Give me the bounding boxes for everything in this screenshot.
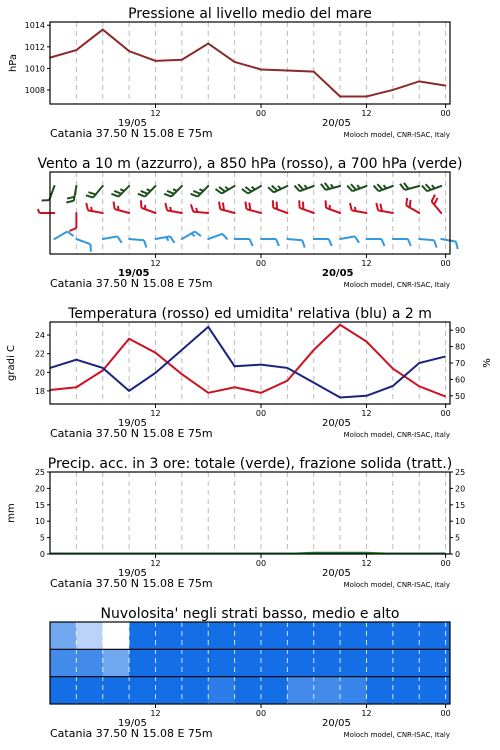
- wind-wind-barb: [190, 204, 210, 214]
- wind-barb-flag: [120, 188, 124, 192]
- clouds-cell: [393, 649, 420, 677]
- wind-barb-shaft: [406, 206, 419, 214]
- pressure-data-point: [260, 69, 262, 71]
- wind-barb-flag: [190, 204, 194, 211]
- clouds-cell: [208, 649, 235, 677]
- clouds-cell: [76, 649, 103, 677]
- clouds-cell: [76, 677, 103, 705]
- wind-barb-shaft: [441, 239, 456, 242]
- wind-wind-barb: [375, 203, 395, 214]
- wind-barb-flag: [329, 239, 332, 246]
- temperature-y-tick-label: 18: [34, 386, 45, 396]
- clouds-cell: [261, 677, 288, 705]
- pressure-credit-label: Moloch model, CNR-ISAC, Italy: [343, 131, 450, 139]
- pressure-data-point: [155, 60, 157, 62]
- clouds-cell: [155, 622, 182, 650]
- precip-title: Precip. acc. in 3 ore: totale (verde), frazione solida (tratt.): [47, 456, 453, 472]
- clouds-title: Nuvolosita' negli strati basso, medio e alto: [100, 606, 400, 622]
- wind-wind-barb: [181, 229, 201, 245]
- wind-barb-shaft: [115, 209, 129, 213]
- wind-barb-shaft: [287, 239, 302, 240]
- precip-y-right-tick-label: 0: [455, 550, 461, 559]
- wind-barb-flag: [195, 230, 201, 238]
- pressure-data-point: [287, 70, 289, 72]
- precip-frame: [50, 472, 450, 554]
- wind-wind-barb: [418, 238, 438, 248]
- pressure-date-label: 20/05: [322, 118, 351, 129]
- precip-y-tick-label: 25: [34, 468, 45, 477]
- wind-wind-barb: [111, 180, 130, 199]
- precip-x-tick-label: 12: [150, 559, 161, 568]
- clouds-cell: [287, 677, 314, 705]
- wind-barb-shaft: [419, 239, 434, 240]
- temperature-x-tick-label: 00: [440, 409, 451, 418]
- wind-wind-barb: [128, 238, 148, 248]
- wind-barb-flag: [139, 200, 144, 208]
- temperature-y-right-tick-label: 90: [455, 326, 466, 336]
- temperature-x-tick-label: 12: [150, 409, 161, 418]
- wind-x-tick-label: 00: [440, 259, 451, 268]
- wind-wind-barb: [86, 181, 104, 201]
- wind-barb-flag: [381, 239, 384, 246]
- wind-barb-flag: [375, 203, 379, 210]
- clouds-cell: [287, 649, 314, 677]
- clouds-cell: [419, 622, 446, 650]
- wind-wind-barb: [138, 180, 157, 199]
- wind-wind-barb: [429, 195, 447, 215]
- wind-wind-barb: [392, 238, 411, 246]
- pressure-x-tick-label: 12: [361, 109, 372, 118]
- precip-y-axis-label: mm: [6, 503, 17, 523]
- pressure-data-point: [234, 61, 236, 63]
- temperature-x-tick-label: 00: [255, 409, 267, 418]
- wind-barb-shaft: [74, 186, 77, 201]
- clouds-cell: [208, 677, 235, 705]
- wind-wind-barb: [439, 238, 459, 249]
- wind-wind-barb: [313, 238, 332, 246]
- wind-barb-dot: [260, 238, 262, 240]
- clouds-cell: [340, 677, 367, 705]
- wind-wind-barb: [286, 238, 306, 248]
- clouds-cell: [155, 677, 182, 705]
- wind-barb-shaft: [208, 234, 222, 239]
- clouds-cell: [393, 677, 420, 705]
- precip-y-right-tick-label: 10: [455, 517, 466, 527]
- temperature-y-right-tick-label: 80: [455, 342, 466, 352]
- wind-wind-barb: [216, 179, 236, 195]
- wind-wind-barb: [234, 238, 253, 246]
- wind-credit-label: Moloch model, CNR-ISAC, Italy: [343, 281, 450, 289]
- clouds-cell: [340, 649, 367, 677]
- wind-wind-barb: [154, 235, 174, 246]
- precip-y-tick-label: 15: [34, 500, 45, 510]
- clouds-cell: [50, 649, 77, 677]
- wind-location-label: Catania 37.50 N 15.08 E 75m: [50, 277, 213, 290]
- wind-wind-barb: [164, 180, 183, 199]
- precip-y-tick-label: 10: [34, 517, 45, 527]
- wind-barb-shaft: [88, 210, 103, 213]
- wind-wind-barb: [38, 209, 56, 214]
- wind-barb-shaft: [340, 236, 355, 239]
- clouds-x-tick-label: 12: [150, 709, 161, 718]
- temperature-y-right-tick-label: 50: [455, 391, 466, 401]
- temperature-y-tick-label: 22: [34, 349, 45, 359]
- clouds-cell: [419, 649, 446, 677]
- clouds-cell: [235, 622, 262, 650]
- wind-x-tick-label: 12: [361, 259, 372, 268]
- wind-barb-flag: [297, 200, 302, 208]
- precip-location-label: Catania 37.50 N 15.08 E 75m: [50, 577, 213, 590]
- precip-date-label: 20/05: [322, 568, 351, 579]
- clouds-cell: [76, 622, 103, 650]
- clouds-cell: [235, 649, 262, 677]
- wind-barb-flag: [144, 205, 147, 209]
- wind-barb-shaft: [378, 210, 393, 213]
- precip-x-tick-label: 12: [361, 559, 372, 568]
- wind-barb-dot: [75, 212, 77, 214]
- pressure-data-point: [418, 81, 420, 83]
- wind-barb-flag: [143, 240, 147, 247]
- precip-x-tick-label: 00: [440, 559, 451, 568]
- wind-barb-flag: [173, 188, 177, 192]
- precip-y-right-tick-label: 15: [455, 500, 466, 510]
- clouds-cell: [182, 677, 209, 705]
- wind-wind-barb: [260, 238, 279, 246]
- clouds-cell: [419, 677, 446, 705]
- clouds-cell: [366, 649, 393, 677]
- temperature-credit-label: Moloch model, CNR-ISAC, Italy: [343, 431, 450, 439]
- wind-barb-flag: [455, 242, 459, 249]
- clouds-credit-label: Moloch model, CNR-ISAC, Italy: [343, 731, 450, 739]
- wind-wind-barb: [374, 179, 395, 193]
- wind-wind-barb: [69, 212, 77, 231]
- clouds-x-tick-label: 12: [361, 709, 372, 718]
- precip-y-right-tick-label: 25: [455, 468, 466, 477]
- clouds-cell: [50, 677, 77, 705]
- pressure-data-point: [392, 89, 394, 91]
- wind-barb-flag: [270, 200, 275, 208]
- wind-barb-flag: [199, 188, 203, 192]
- precip-y-right-tick-label: 5: [455, 533, 461, 543]
- clouds-cell: [314, 677, 341, 705]
- temperature-date-label: 19/05: [118, 418, 147, 429]
- clouds-cell: [314, 649, 341, 677]
- clouds-x-tick-label: 00: [255, 709, 267, 718]
- wind-wind-barb: [191, 180, 210, 199]
- clouds-cell: [287, 622, 314, 650]
- wind-barb-shaft: [167, 210, 182, 213]
- pressure-data-point: [102, 29, 104, 31]
- wind-wind-barb: [403, 198, 423, 214]
- wind-barb-flag: [217, 202, 222, 210]
- wind-barb-shaft: [220, 209, 234, 213]
- wind-barb-flag: [164, 203, 168, 210]
- wind-barb-flag: [276, 239, 279, 246]
- clouds-cell: [103, 622, 130, 650]
- clouds-cell: [261, 649, 288, 677]
- wind-barb-shaft: [432, 202, 442, 213]
- pressure-y-tick-label: 1008: [24, 85, 45, 95]
- temperature-y-tick-label: 24: [34, 331, 45, 341]
- clouds-cell: [129, 649, 156, 677]
- wind-barb-flag: [408, 239, 411, 246]
- wind-wind-barb: [164, 203, 184, 214]
- wind-wind-barb: [321, 179, 341, 192]
- pressure-y-tick-label: 1014: [24, 21, 45, 31]
- clouds-cell: [366, 622, 393, 650]
- precip-x-tick-label: 00: [255, 559, 267, 568]
- precip-y-tick-label: 20: [34, 484, 45, 494]
- wind-barb-shaft: [129, 239, 144, 240]
- clouds-cell: [103, 677, 130, 705]
- wind-wind-barb: [365, 238, 384, 246]
- wind-barb-flag: [328, 205, 331, 209]
- wind-barb-dot: [53, 212, 55, 214]
- precip-y-tick-label: 5: [39, 533, 45, 543]
- pressure-series-line: [50, 30, 446, 97]
- wind-wind-barb: [66, 184, 77, 204]
- wind-x-tick-label: 12: [150, 259, 161, 268]
- pressure-title: Pressione al livello medio del mare: [128, 6, 372, 22]
- wind-barb-dot: [365, 238, 367, 240]
- wind-barb-flag: [404, 198, 410, 206]
- wind-barb-shaft: [300, 208, 314, 213]
- pressure-data-point: [207, 43, 209, 45]
- wind-barb-shaft: [103, 236, 118, 239]
- wind-barb-flag: [323, 200, 328, 208]
- wind-wind-barb: [422, 179, 443, 193]
- clouds-cell: [103, 649, 130, 677]
- pressure-y-tick-label: 1010: [24, 64, 45, 74]
- clouds-cell: [314, 622, 341, 650]
- precip-y-tick-label: 0: [39, 550, 45, 559]
- temperature-series-line: [50, 325, 446, 397]
- wind-wind-barb: [85, 203, 105, 214]
- pressure-x-tick-label: 00: [255, 109, 267, 118]
- wind-date-label: 20/05: [322, 268, 354, 279]
- wind-wind-barb: [400, 179, 420, 192]
- wind-barb-flag: [66, 200, 73, 204]
- pressure-x-tick-label: 00: [440, 109, 451, 118]
- temperature-location-label: Catania 37.50 N 15.08 E 75m: [50, 427, 213, 440]
- pressure-data-point: [181, 59, 183, 61]
- wind-barb-flag: [42, 198, 50, 203]
- pressure-data-point: [445, 85, 447, 87]
- precip-y-right-tick-label: 20: [455, 484, 466, 494]
- wind-x-tick-label: 00: [255, 259, 267, 268]
- pressure-data-point: [76, 49, 78, 51]
- wind-barb-flag: [355, 236, 359, 243]
- wind-barb-shaft: [273, 208, 287, 213]
- wind-barb-flag: [85, 203, 89, 210]
- pressure-date-label: 19/05: [118, 118, 147, 129]
- wind-barb-flag: [434, 240, 438, 247]
- wind-barb-flag: [222, 233, 227, 241]
- temperature-date-label: 20/05: [322, 418, 351, 429]
- clouds-cell: [208, 622, 235, 650]
- clouds-cell: [50, 622, 77, 650]
- wind-wind-barb: [42, 183, 56, 204]
- wind-barb-shaft: [141, 208, 155, 213]
- temperature-y-tick-label: 20: [34, 368, 45, 378]
- wind-barb-flag: [112, 202, 117, 210]
- wind-barb-dot: [313, 238, 315, 240]
- wind-wind-barb: [268, 179, 289, 194]
- wind-barb-flag: [250, 239, 253, 246]
- pressure-x-tick-label: 12: [150, 109, 161, 118]
- pressure-data-point: [128, 50, 130, 52]
- wind-title: Vento a 10 m (azzurro), a 850 hPa (rosso), a 700 hPa (verde): [37, 156, 463, 172]
- clouds-location-label: Catania 37.50 N 15.08 E 75m: [50, 727, 213, 740]
- wind-barb-dot: [234, 238, 236, 240]
- wind-wind-barb: [339, 235, 359, 246]
- wind-wind-barb: [242, 179, 262, 195]
- wind-barb-shaft: [326, 208, 340, 213]
- clouds-cell: [129, 622, 156, 650]
- clouds-cell: [393, 622, 420, 650]
- temperature-y-axis-label: gradi C: [6, 345, 17, 381]
- wind-barb-flag: [170, 236, 174, 243]
- wind-barb-flag: [69, 228, 76, 231]
- wind-barb-flag: [88, 244, 93, 252]
- wind-barb-shaft: [352, 210, 367, 213]
- temperature-y-right-axis-label: %: [482, 358, 493, 368]
- clouds-cell: [261, 622, 288, 650]
- clouds-date-label: 19/05: [118, 718, 147, 729]
- wind-barb-shaft: [76, 239, 90, 244]
- clouds-cell: [129, 677, 156, 705]
- wind-barb-dot: [392, 238, 394, 240]
- clouds-cell: [155, 649, 182, 677]
- clouds-x-tick-label: 00: [440, 709, 451, 718]
- pressure-location-label: Catania 37.50 N 15.08 E 75m: [50, 127, 213, 140]
- wind-wind-barb: [347, 179, 368, 193]
- wind-barb-shaft: [54, 232, 67, 240]
- pressure-data-point: [313, 71, 315, 73]
- wind-barb-shaft: [193, 212, 208, 213]
- wind-barb-flag: [147, 188, 151, 192]
- precip-date-label: 19/05: [118, 568, 147, 579]
- pressure-y-tick-label: 1012: [24, 42, 45, 52]
- clouds-cell: [235, 677, 262, 705]
- wind-wind-barb: [349, 203, 369, 214]
- wind-barb-flag: [302, 240, 306, 247]
- wind-wind-barb: [207, 232, 228, 246]
- wind-wind-barb: [102, 235, 122, 246]
- temperature-x-tick-label: 12: [361, 409, 372, 418]
- wind-barb-flag: [349, 203, 353, 210]
- wind-barb-flag: [38, 209, 40, 213]
- wind-barb-flag: [118, 236, 122, 243]
- pressure-data-point: [339, 96, 341, 98]
- wind-barb-flag: [244, 202, 249, 210]
- wind-wind-barb: [294, 179, 315, 193]
- clouds-cell: [182, 622, 209, 650]
- clouds-cell: [182, 649, 209, 677]
- clouds-cell: [366, 677, 393, 705]
- clouds-cell: [340, 622, 367, 650]
- pressure-y-axis-label: hPa: [8, 53, 19, 73]
- clouds-date-label: 20/05: [322, 718, 351, 729]
- wind-date-label: 19/05: [118, 268, 150, 279]
- precip-credit-label: Moloch model, CNR-ISAC, Italy: [343, 581, 450, 589]
- temperature-y-right-tick-label: 60: [455, 375, 466, 385]
- pressure-data-point: [366, 96, 368, 98]
- wind-barb-shaft: [93, 186, 103, 197]
- temperature-y-right-tick-label: 70: [455, 359, 466, 368]
- temperature-title: Temperatura (rosso) ed umidita' relativa (blu) a 2 m: [68, 306, 432, 322]
- wind-barb-shaft: [247, 209, 261, 213]
